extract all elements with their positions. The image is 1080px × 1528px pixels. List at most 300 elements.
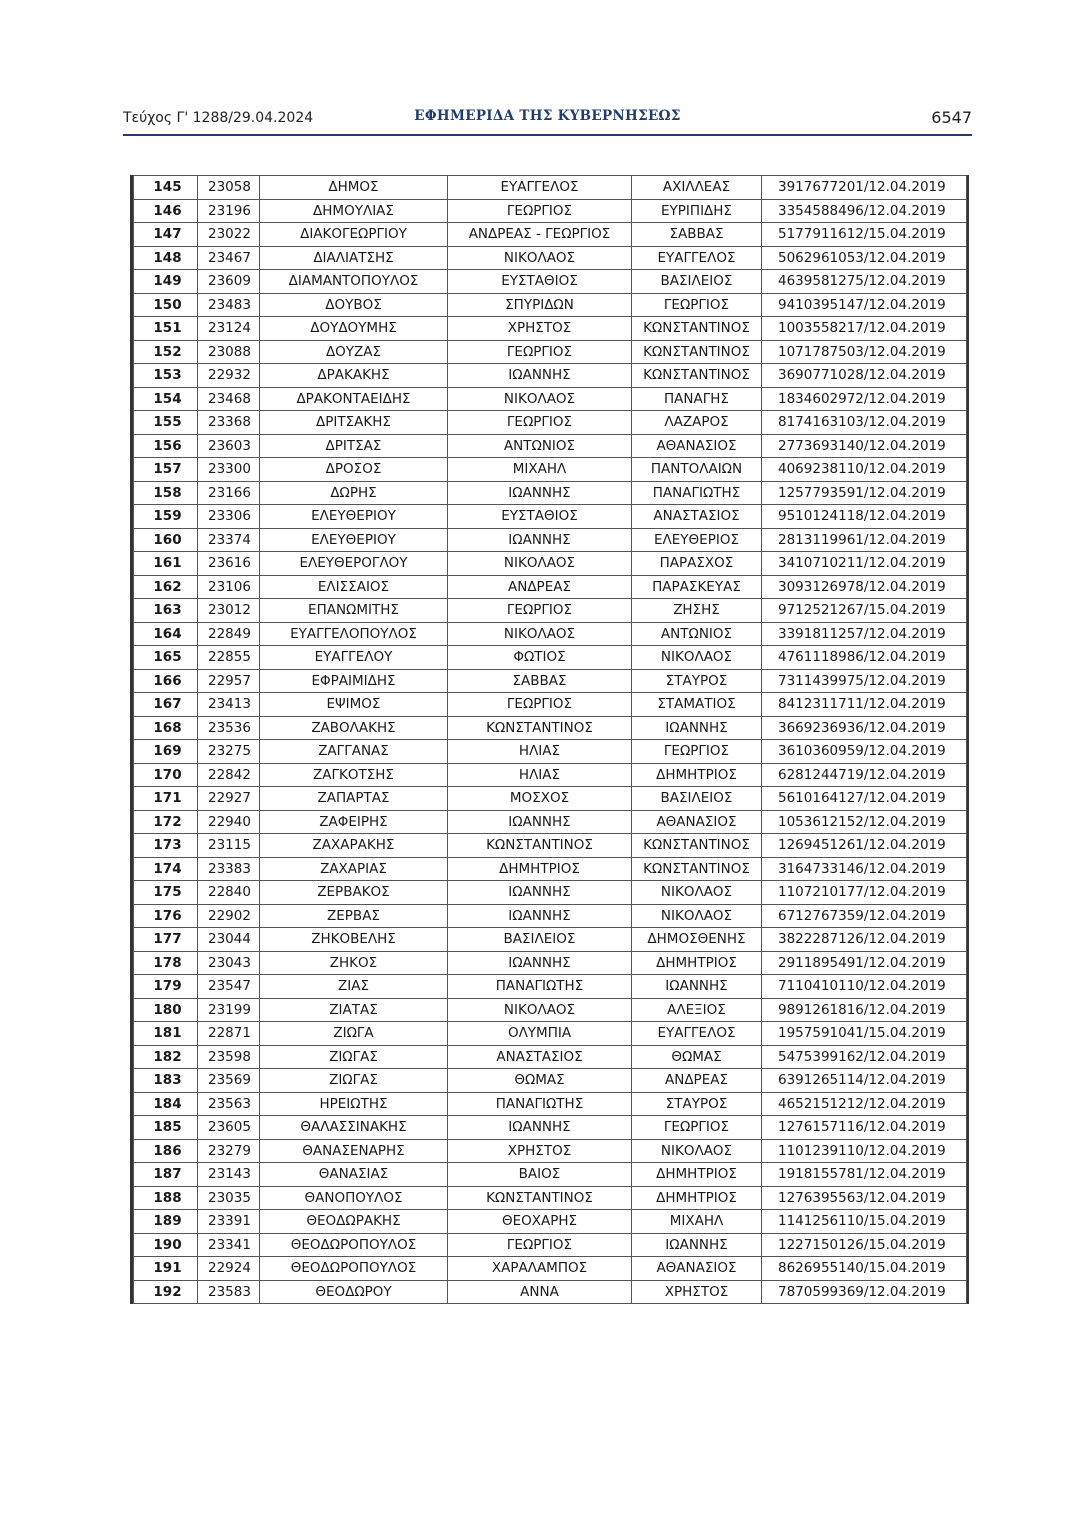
father-name-cell: ΒΑΣΙΛΕΙΟΣ	[632, 270, 762, 294]
protocol-reference-cell: 1918155781/12.04.2019	[762, 1163, 967, 1187]
surname-cell: ΖΙΑΣ	[260, 975, 448, 999]
table-row	[134, 505, 967, 529]
table-row	[134, 599, 967, 623]
first-name-cell: ΓΕΩΡΓΙΟΣ	[448, 1233, 632, 1257]
father-name-cell: ΙΩΑΝΝΗΣ	[632, 975, 762, 999]
registry-number-cell: 23483	[198, 293, 260, 317]
surname-cell: ΔΟΥΒΟΣ	[260, 293, 448, 317]
father-name-cell: ΜΙΧΑΗΛ	[632, 1210, 762, 1234]
father-name-cell: ΝΙΚΟΛΑΟΣ	[632, 1139, 762, 1163]
protocol-reference-cell: 2911895491/12.04.2019	[762, 951, 967, 975]
row-number-cell: 173	[134, 834, 198, 858]
protocol-reference-cell: 3093126978/12.04.2019	[762, 575, 967, 599]
row-number-cell: 157	[134, 458, 198, 482]
table-row	[134, 740, 967, 764]
row-number-cell: 190	[134, 1233, 198, 1257]
father-name-cell: ΑΝΔΡΕΑΣ	[632, 1069, 762, 1093]
father-name-cell: ΓΕΩΡΓΙΟΣ	[632, 293, 762, 317]
protocol-reference-cell: 7311439975/12.04.2019	[762, 669, 967, 693]
registry-number-cell: 23044	[198, 928, 260, 952]
registry-number-cell: 23391	[198, 1210, 260, 1234]
first-name-cell: ΗΛΙΑΣ	[448, 740, 632, 764]
registry-number-cell: 23124	[198, 317, 260, 341]
protocol-reference-cell: 5475399162/12.04.2019	[762, 1045, 967, 1069]
first-name-cell: ΙΩΑΝΝΗΣ	[448, 1116, 632, 1140]
registry-number-cell: 22927	[198, 787, 260, 811]
first-name-cell: ΧΑΡΑΛΑΜΠΟΣ	[448, 1257, 632, 1281]
registry-number-cell: 23043	[198, 951, 260, 975]
registry-number-cell: 23467	[198, 246, 260, 270]
table-row	[134, 575, 967, 599]
protocol-reference-cell: 7110410110/12.04.2019	[762, 975, 967, 999]
row-number-cell: 160	[134, 528, 198, 552]
surname-cell: ΕΦΡΑΙΜΙΔΗΣ	[260, 669, 448, 693]
table-row	[134, 246, 967, 270]
table-row	[134, 1257, 967, 1281]
first-name-cell: ΧΡΗΣΤΟΣ	[448, 317, 632, 341]
father-name-cell: ΝΙΚΟΛΑΟΣ	[632, 904, 762, 928]
table-row	[134, 951, 967, 975]
protocol-reference-cell: 8174163103/12.04.2019	[762, 411, 967, 435]
registry-number-cell: 23279	[198, 1139, 260, 1163]
father-name-cell: ΝΙΚΟΛΑΟΣ	[632, 646, 762, 670]
surname-cell: ΔΡΟΣΟΣ	[260, 458, 448, 482]
surname-cell: ΖΕΡΒΑΣ	[260, 904, 448, 928]
table-row	[134, 716, 967, 740]
surname-cell: ΖΕΡΒΑΚΟΣ	[260, 881, 448, 905]
father-name-cell: ΠΑΝΑΓΙΩΤΗΣ	[632, 481, 762, 505]
father-name-cell: ΑΧΙΛΛΕΑΣ	[632, 176, 762, 200]
surname-cell: ΘΑΝΟΠΟΥΛΟΣ	[260, 1186, 448, 1210]
first-name-cell: ΙΩΑΝΝΗΣ	[448, 364, 632, 388]
registry-number-cell: 23547	[198, 975, 260, 999]
registry-number-cell: 23583	[198, 1280, 260, 1304]
father-name-cell: ΚΩΝΣΤΑΝΤΙΝΟΣ	[632, 857, 762, 881]
surname-cell: ΖΗΚΟΒΕΛΗΣ	[260, 928, 448, 952]
table-row	[134, 199, 967, 223]
protocol-reference-cell: 3164733146/12.04.2019	[762, 857, 967, 881]
protocol-reference-cell: 1107210177/12.04.2019	[762, 881, 967, 905]
row-number-cell: 165	[134, 646, 198, 670]
first-name-cell: ΙΩΑΝΝΗΣ	[448, 810, 632, 834]
registry-number-cell: 22902	[198, 904, 260, 928]
first-name-cell: ΦΩΤΙΟΣ	[448, 646, 632, 670]
father-name-cell: ΕΥΑΓΓΕΛΟΣ	[632, 246, 762, 270]
table-row	[134, 293, 967, 317]
table-row	[134, 317, 967, 341]
table-row	[134, 998, 967, 1022]
surname-cell: ΖΑΓΓΑΝΑΣ	[260, 740, 448, 764]
surname-cell: ΔΟΥΔΟΥΜΗΣ	[260, 317, 448, 341]
first-name-cell: ΙΩΑΝΝΗΣ	[448, 951, 632, 975]
surname-cell: ΘΕΟΔΩΡΟΥ	[260, 1280, 448, 1304]
protocol-reference-cell: 1227150126/15.04.2019	[762, 1233, 967, 1257]
first-name-cell: ΜΙΧΑΗΛ	[448, 458, 632, 482]
father-name-cell: ΕΛΕΥΘΕΡΙΟΣ	[632, 528, 762, 552]
row-number-cell: 162	[134, 575, 198, 599]
surname-cell: ΖΑΒΟΛΑΚΗΣ	[260, 716, 448, 740]
protocol-reference-cell: 5610164127/12.04.2019	[762, 787, 967, 811]
father-name-cell: ΛΑΖΑΡΟΣ	[632, 411, 762, 435]
surname-cell: ΔΙΑΚΟΓΕΩΡΓΙΟΥ	[260, 223, 448, 247]
registry-number-cell: 22940	[198, 810, 260, 834]
first-name-cell: ΝΙΚΟΛΑΟΣ	[448, 387, 632, 411]
registry-number-cell: 23605	[198, 1116, 260, 1140]
surname-cell: ΕΨΙΜΟΣ	[260, 693, 448, 717]
row-number-cell: 183	[134, 1069, 198, 1093]
surname-cell: ΗΡΕΙΩΤΗΣ	[260, 1092, 448, 1116]
first-name-cell: ΑΝΤΩΝΙΟΣ	[448, 434, 632, 458]
table-row	[134, 646, 967, 670]
father-name-cell: ΘΩΜΑΣ	[632, 1045, 762, 1069]
row-number-cell: 152	[134, 340, 198, 364]
table-row	[134, 1022, 967, 1046]
row-number-cell: 156	[134, 434, 198, 458]
row-number-cell: 164	[134, 622, 198, 646]
protocol-reference-cell: 1276157116/12.04.2019	[762, 1116, 967, 1140]
father-name-cell: ΠΑΝΤΟΛΑΙΩΝ	[632, 458, 762, 482]
row-number-cell: 175	[134, 881, 198, 905]
father-name-cell: ΔΗΜΗΤΡΙΟΣ	[632, 951, 762, 975]
registry-number-cell: 22840	[198, 881, 260, 905]
surname-cell: ΘΑΝΑΣΕΝΑΡΗΣ	[260, 1139, 448, 1163]
registry-number-cell: 23413	[198, 693, 260, 717]
first-name-cell: ΒΑΙΟΣ	[448, 1163, 632, 1187]
row-number-cell: 176	[134, 904, 198, 928]
registry-number-cell: 23341	[198, 1233, 260, 1257]
surname-cell: ΔΗΜΟΣ	[260, 176, 448, 200]
first-name-cell: ΝΙΚΟΛΑΟΣ	[448, 998, 632, 1022]
first-name-cell: ΓΕΩΡΓΙΟΣ	[448, 693, 632, 717]
father-name-cell: ΓΕΩΡΓΙΟΣ	[632, 740, 762, 764]
registry-number-cell: 23569	[198, 1069, 260, 1093]
registry-number-cell: 23058	[198, 176, 260, 200]
surname-cell: ΕΥΑΓΓΕΛΟΥ	[260, 646, 448, 670]
table-row	[134, 1163, 967, 1187]
row-number-cell: 179	[134, 975, 198, 999]
first-name-cell: ΘΕΟΧΑΡΗΣ	[448, 1210, 632, 1234]
row-number-cell: 184	[134, 1092, 198, 1116]
table-row	[134, 1210, 967, 1234]
father-name-cell: ΔΗΜΗΤΡΙΟΣ	[632, 763, 762, 787]
first-name-cell: ΑΝΔΡΕΑΣ	[448, 575, 632, 599]
first-name-cell: ΧΡΗΣΤΟΣ	[448, 1139, 632, 1163]
protocol-reference-cell: 1276395563/12.04.2019	[762, 1186, 967, 1210]
table-row	[134, 340, 967, 364]
row-number-cell: 158	[134, 481, 198, 505]
registry-number-cell: 23199	[198, 998, 260, 1022]
first-name-cell: ΙΩΑΝΝΗΣ	[448, 881, 632, 905]
records-table	[133, 175, 967, 1304]
protocol-reference-cell: 2773693140/12.04.2019	[762, 434, 967, 458]
row-number-cell: 163	[134, 599, 198, 623]
first-name-cell: ΑΝΔΡΕΑΣ - ΓΕΩΡΓΙΟΣ	[448, 223, 632, 247]
first-name-cell: ΓΕΩΡΓΙΟΣ	[448, 599, 632, 623]
first-name-cell: ΓΕΩΡΓΙΟΣ	[448, 199, 632, 223]
registry-number-cell: 23275	[198, 740, 260, 764]
row-number-cell: 150	[134, 293, 198, 317]
first-name-cell: ΕΥΑΓΓΕΛΟΣ	[448, 176, 632, 200]
first-name-cell: ΕΥΣΤΑΘΙΟΣ	[448, 505, 632, 529]
registry-number-cell: 23536	[198, 716, 260, 740]
row-number-cell: 174	[134, 857, 198, 881]
registry-number-cell: 23468	[198, 387, 260, 411]
table-row	[134, 1092, 967, 1116]
surname-cell: ΖΙΩΓΑΣ	[260, 1069, 448, 1093]
table-row	[134, 458, 967, 482]
protocol-reference-cell: 1071787503/12.04.2019	[762, 340, 967, 364]
row-number-cell: 145	[134, 176, 198, 200]
registry-number-cell: 22871	[198, 1022, 260, 1046]
registry-number-cell: 23035	[198, 1186, 260, 1210]
table-row	[134, 223, 967, 247]
table-row	[134, 481, 967, 505]
table-row	[134, 411, 967, 435]
protocol-reference-cell: 8626955140/15.04.2019	[762, 1257, 967, 1281]
surname-cell: ΖΙΩΓΑ	[260, 1022, 448, 1046]
first-name-cell: ΒΑΣΙΛΕΙΟΣ	[448, 928, 632, 952]
surname-cell: ΘΕΟΔΩΡΟΠΟΥΛΟΣ	[260, 1233, 448, 1257]
father-name-cell: ΓΕΩΡΓΙΟΣ	[632, 1116, 762, 1140]
surname-cell: ΔΙΑΜΑΝΤΟΠΟΥΛΟΣ	[260, 270, 448, 294]
table-row	[134, 176, 967, 200]
father-name-cell: ΠΑΡΑΣΧΟΣ	[632, 552, 762, 576]
publication-title: ΕΦΗΜΕΡΙΔΑ ΤΗΣ ΚΥΒΕΡΝΗΣΕΩΣ	[414, 108, 681, 124]
father-name-cell: ΠΑΡΑΣΚΕΥΑΣ	[632, 575, 762, 599]
table-row	[134, 552, 967, 576]
row-number-cell: 151	[134, 317, 198, 341]
registry-number-cell: 22842	[198, 763, 260, 787]
protocol-reference-cell: 3391811257/12.04.2019	[762, 622, 967, 646]
protocol-reference-cell: 1269451261/12.04.2019	[762, 834, 967, 858]
table-row	[134, 1186, 967, 1210]
surname-cell: ΔΙΑΛΙΑΤΣΗΣ	[260, 246, 448, 270]
row-number-cell: 154	[134, 387, 198, 411]
row-number-cell: 178	[134, 951, 198, 975]
protocol-reference-cell: 4069238110/12.04.2019	[762, 458, 967, 482]
first-name-cell: ΙΩΑΝΝΗΣ	[448, 528, 632, 552]
row-number-cell: 146	[134, 199, 198, 223]
father-name-cell: ΠΑΝΑΓΗΣ	[632, 387, 762, 411]
protocol-reference-cell: 3690771028/12.04.2019	[762, 364, 967, 388]
table-row	[134, 881, 967, 905]
protocol-reference-cell: 3354588496/12.04.2019	[762, 199, 967, 223]
father-name-cell: ΔΗΜΗΤΡΙΟΣ	[632, 1186, 762, 1210]
surname-cell: ΕΥΑΓΓΕΛΟΠΟΥΛΟΣ	[260, 622, 448, 646]
row-number-cell: 167	[134, 693, 198, 717]
first-name-cell: ΑΝΑΣΤΑΣΙΟΣ	[448, 1045, 632, 1069]
protocol-reference-cell: 8412311711/12.04.2019	[762, 693, 967, 717]
father-name-cell: ΧΡΗΣΤΟΣ	[632, 1280, 762, 1304]
first-name-cell: ΓΕΩΡΓΙΟΣ	[448, 411, 632, 435]
first-name-cell: ΝΙΚΟΛΑΟΣ	[448, 622, 632, 646]
registry-number-cell: 23563	[198, 1092, 260, 1116]
father-name-cell: ΣΤΑΥΡΟΣ	[632, 1092, 762, 1116]
first-name-cell: ΘΩΜΑΣ	[448, 1069, 632, 1093]
registry-number-cell: 23374	[198, 528, 260, 552]
protocol-reference-cell: 1101239110/12.04.2019	[762, 1139, 967, 1163]
protocol-reference-cell: 3669236936/12.04.2019	[762, 716, 967, 740]
row-number-cell: 171	[134, 787, 198, 811]
records-table-body	[134, 176, 967, 1304]
table-row	[134, 1233, 967, 1257]
surname-cell: ΔΩΡΗΣ	[260, 481, 448, 505]
first-name-cell: ΟΛΥΜΠΙΑ	[448, 1022, 632, 1046]
row-number-cell: 177	[134, 928, 198, 952]
protocol-reference-cell: 9891261816/12.04.2019	[762, 998, 967, 1022]
row-number-cell: 180	[134, 998, 198, 1022]
protocol-reference-cell: 7870599369/12.04.2019	[762, 1280, 967, 1304]
father-name-cell: ΒΑΣΙΛΕΙΟΣ	[632, 787, 762, 811]
surname-cell: ΕΠΑΝΩΜΙΤΗΣ	[260, 599, 448, 623]
protocol-reference-cell: 1141256110/15.04.2019	[762, 1210, 967, 1234]
registry-number-cell: 22932	[198, 364, 260, 388]
first-name-cell: ΣΑΒΒΑΣ	[448, 669, 632, 693]
registry-number-cell: 23166	[198, 481, 260, 505]
father-name-cell: ΑΘΑΝΑΣΙΟΣ	[632, 434, 762, 458]
row-number-cell: 189	[134, 1210, 198, 1234]
row-number-cell: 147	[134, 223, 198, 247]
table-row	[134, 364, 967, 388]
registry-number-cell: 23106	[198, 575, 260, 599]
table-row	[134, 622, 967, 646]
registry-number-cell: 23383	[198, 857, 260, 881]
row-number-cell: 161	[134, 552, 198, 576]
row-number-cell: 181	[134, 1022, 198, 1046]
table-row	[134, 1116, 967, 1140]
first-name-cell: ΚΩΝΣΤΑΝΤΙΝΟΣ	[448, 834, 632, 858]
father-name-cell: ΣΤΑΥΡΟΣ	[632, 669, 762, 693]
protocol-reference-cell: 9510124118/12.04.2019	[762, 505, 967, 529]
registry-number-cell: 23300	[198, 458, 260, 482]
father-name-cell: ΚΩΝΣΤΑΝΤΙΝΟΣ	[632, 340, 762, 364]
registry-number-cell: 23196	[198, 199, 260, 223]
row-number-cell: 192	[134, 1280, 198, 1304]
issue-reference: Τεύχος Γ' 1288/29.04.2024	[123, 110, 314, 126]
first-name-cell: ΓΕΩΡΓΙΟΣ	[448, 340, 632, 364]
father-name-cell: ΣΑΒΒΑΣ	[632, 223, 762, 247]
surname-cell: ΕΛΙΣΣΑΙΟΣ	[260, 575, 448, 599]
first-name-cell: ΣΠΥΡΙΔΩΝ	[448, 293, 632, 317]
row-number-cell: 187	[134, 1163, 198, 1187]
protocol-reference-cell: 5177911612/15.04.2019	[762, 223, 967, 247]
surname-cell: ΘΕΟΔΩΡΑΚΗΣ	[260, 1210, 448, 1234]
row-number-cell: 191	[134, 1257, 198, 1281]
first-name-cell: ΝΙΚΟΛΑΟΣ	[448, 552, 632, 576]
row-number-cell: 168	[134, 716, 198, 740]
first-name-cell: ΙΩΑΝΝΗΣ	[448, 904, 632, 928]
first-name-cell: ΙΩΑΝΝΗΣ	[448, 481, 632, 505]
table-row	[134, 669, 967, 693]
protocol-reference-cell: 3822287126/12.04.2019	[762, 928, 967, 952]
protocol-reference-cell: 1834602972/12.04.2019	[762, 387, 967, 411]
table-row	[134, 763, 967, 787]
surname-cell: ΖΑΠΑΡΤΑΣ	[260, 787, 448, 811]
row-number-cell: 172	[134, 810, 198, 834]
row-number-cell: 185	[134, 1116, 198, 1140]
father-name-cell: ΝΙΚΟΛΑΟΣ	[632, 881, 762, 905]
first-name-cell: ΠΑΝΑΓΙΩΤΗΣ	[448, 1092, 632, 1116]
surname-cell: ΔΗΜΟΥΛΙΑΣ	[260, 199, 448, 223]
first-name-cell: ΔΗΜΗΤΡΙΟΣ	[448, 857, 632, 881]
table-row	[134, 787, 967, 811]
protocol-reference-cell: 4761118986/12.04.2019	[762, 646, 967, 670]
surname-cell: ΔΡΑΚΑΚΗΣ	[260, 364, 448, 388]
row-number-cell: 169	[134, 740, 198, 764]
protocol-reference-cell: 3610360959/12.04.2019	[762, 740, 967, 764]
father-name-cell: ΚΩΝΣΤΑΝΤΙΝΟΣ	[632, 317, 762, 341]
table-row	[134, 1280, 967, 1304]
registry-number-cell: 23143	[198, 1163, 260, 1187]
protocol-reference-cell: 1003558217/12.04.2019	[762, 317, 967, 341]
surname-cell: ΖΙΩΓΑΣ	[260, 1045, 448, 1069]
row-number-cell: 155	[134, 411, 198, 435]
first-name-cell: ΝΙΚΟΛΑΟΣ	[448, 246, 632, 270]
father-name-cell: ΑΝΑΣΤΑΣΙΟΣ	[632, 505, 762, 529]
row-number-cell: 166	[134, 669, 198, 693]
row-number-cell: 182	[134, 1045, 198, 1069]
father-name-cell: ΔΗΜΟΣΘΕΝΗΣ	[632, 928, 762, 952]
surname-cell: ΖΑΦΕΙΡΗΣ	[260, 810, 448, 834]
table-row	[134, 1069, 967, 1093]
father-name-cell: ΑΘΑΝΑΣΙΟΣ	[632, 1257, 762, 1281]
protocol-reference-cell: 1053612152/12.04.2019	[762, 810, 967, 834]
protocol-reference-cell: 6391265114/12.04.2019	[762, 1069, 967, 1093]
row-number-cell: 159	[134, 505, 198, 529]
registry-number-cell: 23598	[198, 1045, 260, 1069]
surname-cell: ΔΡΙΤΣΑΣ	[260, 434, 448, 458]
protocol-reference-cell: 1957591041/15.04.2019	[762, 1022, 967, 1046]
first-name-cell: ΗΛΙΑΣ	[448, 763, 632, 787]
first-name-cell: ΕΥΣΤΑΘΙΟΣ	[448, 270, 632, 294]
surname-cell: ΔΡΙΤΣΑΚΗΣ	[260, 411, 448, 435]
table-row	[134, 1045, 967, 1069]
surname-cell: ΕΛΕΥΘΕΡΟΓΛΟΥ	[260, 552, 448, 576]
first-name-cell: ΚΩΝΣΤΑΝΤΙΝΟΣ	[448, 1186, 632, 1210]
page-header	[123, 104, 972, 136]
registry-number-cell: 23012	[198, 599, 260, 623]
row-number-cell: 170	[134, 763, 198, 787]
registry-number-cell: 22957	[198, 669, 260, 693]
father-name-cell: ΑΛΕΞΙΟΣ	[632, 998, 762, 1022]
registry-number-cell: 23603	[198, 434, 260, 458]
father-name-cell: ΚΩΝΣΤΑΝΤΙΝΟΣ	[632, 834, 762, 858]
registry-number-cell: 22849	[198, 622, 260, 646]
row-number-cell: 188	[134, 1186, 198, 1210]
registry-number-cell: 23115	[198, 834, 260, 858]
protocol-reference-cell: 3917677201/12.04.2019	[762, 176, 967, 200]
table-row	[134, 834, 967, 858]
table-row	[134, 387, 967, 411]
protocol-reference-cell: 1257793591/12.04.2019	[762, 481, 967, 505]
table-row	[134, 528, 967, 552]
registry-number-cell: 23022	[198, 223, 260, 247]
surname-cell: ΖΑΧΑΡΑΚΗΣ	[260, 834, 448, 858]
records-table-container	[130, 175, 969, 1304]
surname-cell: ΖΗΚΟΣ	[260, 951, 448, 975]
table-row	[134, 975, 967, 999]
row-number-cell: 149	[134, 270, 198, 294]
table-row	[134, 810, 967, 834]
father-name-cell: ΣΤΑΜΑΤΙΟΣ	[632, 693, 762, 717]
row-number-cell: 148	[134, 246, 198, 270]
first-name-cell: ΚΩΝΣΤΑΝΤΙΝΟΣ	[448, 716, 632, 740]
father-name-cell: ΔΗΜΗΤΡΙΟΣ	[632, 1163, 762, 1187]
surname-cell: ΔΡΑΚΟΝΤΑΕΙΔΗΣ	[260, 387, 448, 411]
protocol-reference-cell: 6712767359/12.04.2019	[762, 904, 967, 928]
protocol-reference-cell: 6281244719/12.04.2019	[762, 763, 967, 787]
surname-cell: ΕΛΕΥΘΕΡΙΟΥ	[260, 505, 448, 529]
